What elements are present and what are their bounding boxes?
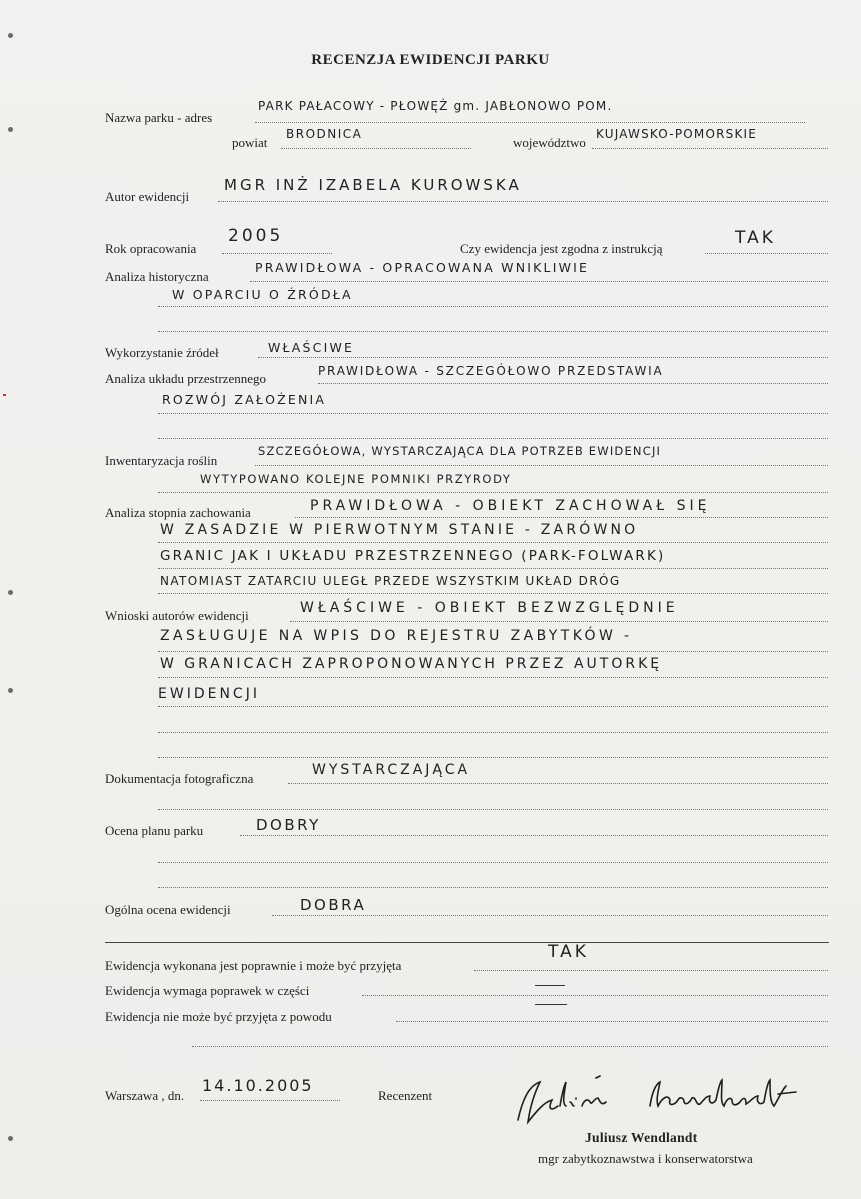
- conclusions-line: WŁAŚCIWE - OBIEKT BEZWZGLĘDNIE: [300, 600, 679, 616]
- dotted-line: [158, 592, 828, 594]
- dash-mark: [535, 1004, 567, 1005]
- plant-inventory-line: WYTYPOWANO KOLEJNE POMNIKI PRZYRODY: [200, 472, 512, 486]
- punch-hole: [8, 33, 13, 38]
- dotted-line: [592, 147, 828, 149]
- dotted-line: [158, 567, 828, 569]
- punch-hole: [8, 1136, 13, 1141]
- historical-analysis-line: W OPARCIU O ŹRÓDŁA: [172, 287, 353, 302]
- dotted-line: [240, 834, 828, 836]
- overall-rating-value: DOBRA: [300, 896, 367, 914]
- reviewer-label: Recenzent: [378, 1088, 433, 1103]
- dotted-line: [158, 650, 828, 652]
- dotted-line: [295, 516, 828, 518]
- punch-hole: [8, 590, 13, 595]
- plan-rating-value: DOBRY: [256, 816, 321, 834]
- dotted-line: [158, 731, 828, 733]
- spatial-analysis-line: ROZWÓJ ZAŁOŻENIA: [162, 392, 327, 407]
- plant-inventory-label: Inwentaryzacja roślin: [105, 453, 218, 468]
- punch-hole: [8, 688, 13, 693]
- dotted-line: [200, 1099, 340, 1101]
- dotted-line: [222, 252, 332, 254]
- dotted-line: [158, 886, 828, 888]
- accepted-label: Ewidencja wykonana jest poprawnie i może być przyjęta: [105, 958, 402, 973]
- year-label: Rok opracowania: [105, 241, 197, 256]
- preservation-line: W ZASADZIE W PIERWOTNYM STANIE - ZARÓWNO: [160, 522, 639, 538]
- city-date-label: Warszawa , dn.: [105, 1088, 185, 1103]
- year-value: 2005: [228, 226, 284, 246]
- punch-hole: [8, 127, 13, 132]
- voivodeship-value: KUJAWSKO-POMORSKIE: [596, 127, 758, 141]
- dotted-line: [255, 464, 828, 466]
- dotted-line: [281, 147, 471, 149]
- dotted-line: [158, 756, 828, 758]
- conclusions-label: Wnioski autorów ewidencji: [105, 608, 249, 623]
- photo-documentation-value: WYSTARCZAJĄCA: [312, 762, 471, 778]
- red-mark: [3, 394, 6, 396]
- park-name-value: PARK PAŁACOWY - PŁOWĘŻ gm. JABŁONOWO POM.: [258, 99, 613, 113]
- author-label: Autor ewidencji: [105, 189, 190, 204]
- county-label: powiat: [232, 135, 268, 150]
- section-divider: [105, 942, 829, 943]
- dotted-line: [192, 1045, 828, 1047]
- conclusions-line: EWIDENCJI: [158, 686, 260, 702]
- reviewer-title: mgr zabytkoznawstwa i konserwatorstwa: [538, 1151, 753, 1166]
- voivodeship-label: województwo: [513, 135, 586, 150]
- historical-analysis-label: Analiza historyczna: [105, 269, 209, 284]
- overall-rating-label: Ogólna ocena ewidencji: [105, 902, 231, 917]
- corrections-label: Ewidencja wymaga poprawek w części: [105, 983, 310, 998]
- conclusions-line: W GRANICACH ZAPROPONOWANYCH PRZEZ AUTORKĘ: [160, 656, 663, 672]
- spatial-analysis-line: PRAWIDŁOWA - SZCZEGÓŁOWO PRZEDSTAWIA: [318, 364, 664, 378]
- spatial-analysis-label: Analiza układu przestrzennego: [105, 371, 266, 386]
- dotted-line: [158, 305, 828, 307]
- dotted-line: [158, 676, 828, 678]
- dotted-line: [362, 994, 828, 996]
- conformity-label: Czy ewidencja jest zgodna z instrukcją: [460, 241, 663, 256]
- reviewer-signature: [500, 1072, 830, 1134]
- dotted-line: [255, 121, 805, 123]
- dotted-line: [218, 200, 828, 202]
- dotted-line: [158, 437, 828, 439]
- dotted-line: [158, 705, 828, 707]
- park-name-label: Nazwa parku - adres: [105, 110, 213, 125]
- sources-value: WŁAŚCIWE: [268, 340, 355, 355]
- dash-mark: [535, 985, 565, 986]
- conformity-value: TAK: [735, 228, 776, 248]
- dotted-line: [158, 412, 828, 414]
- accepted-value: TAK: [548, 942, 589, 962]
- dotted-line: [250, 280, 828, 282]
- dotted-line: [158, 861, 828, 863]
- date-value: 14.10.2005: [202, 1076, 314, 1095]
- preservation-line: NATOMIAST ZATARCIU ULEGŁ PRZEDE WSZYSTKIM UKŁAD DRÓG: [160, 574, 621, 588]
- author-value: MGR INŻ IZABELA KUROWSKA: [224, 176, 522, 194]
- dotted-line: [158, 491, 828, 493]
- dotted-line: [158, 330, 828, 332]
- dotted-line: [258, 356, 828, 358]
- conclusions-line: ZASŁUGUJE NA WPIS DO REJESTRU ZABYTKÓW -: [160, 628, 633, 644]
- document-title: RECENZJA EWIDENCJI PARKU: [311, 52, 550, 68]
- photo-documentation-label: Dokumentacja fotograficzna: [105, 771, 254, 786]
- county-value: BRODNICA: [286, 127, 363, 141]
- plan-rating-label: Ocena planu parku: [105, 823, 204, 838]
- dotted-line: [272, 914, 828, 916]
- plant-inventory-line: SZCZEGÓŁOWA, WYSTARCZAJĄCA DLA POTRZEB EWIDENCJI: [258, 444, 662, 458]
- dotted-line: [396, 1020, 828, 1022]
- preservation-label: Analiza stopnia zachowania: [105, 505, 251, 520]
- dotted-line: [158, 808, 828, 810]
- dotted-line: [290, 620, 828, 622]
- dotted-line: [288, 782, 828, 784]
- dotted-line: [474, 969, 828, 971]
- reviewer-name: Juliusz Wendlandt: [585, 1130, 698, 1145]
- historical-analysis-line: PRAWIDŁOWA - OPRACOWANA WNIKLIWIE: [255, 260, 590, 275]
- sources-label: Wykorzystanie źródeł: [105, 345, 219, 360]
- preservation-line: GRANIC JAK I UKŁADU PRZESTRZENNEGO (PARK-FOLWARK): [160, 548, 666, 564]
- preservation-line: PRAWIDŁOWA - OBIEKT ZACHOWAŁ SIĘ: [310, 498, 711, 514]
- dotted-line: [158, 541, 828, 543]
- dotted-line: [705, 252, 828, 254]
- rejected-label: Ewidencja nie może być przyjęta z powodu: [105, 1009, 332, 1024]
- dotted-line: [318, 382, 828, 384]
